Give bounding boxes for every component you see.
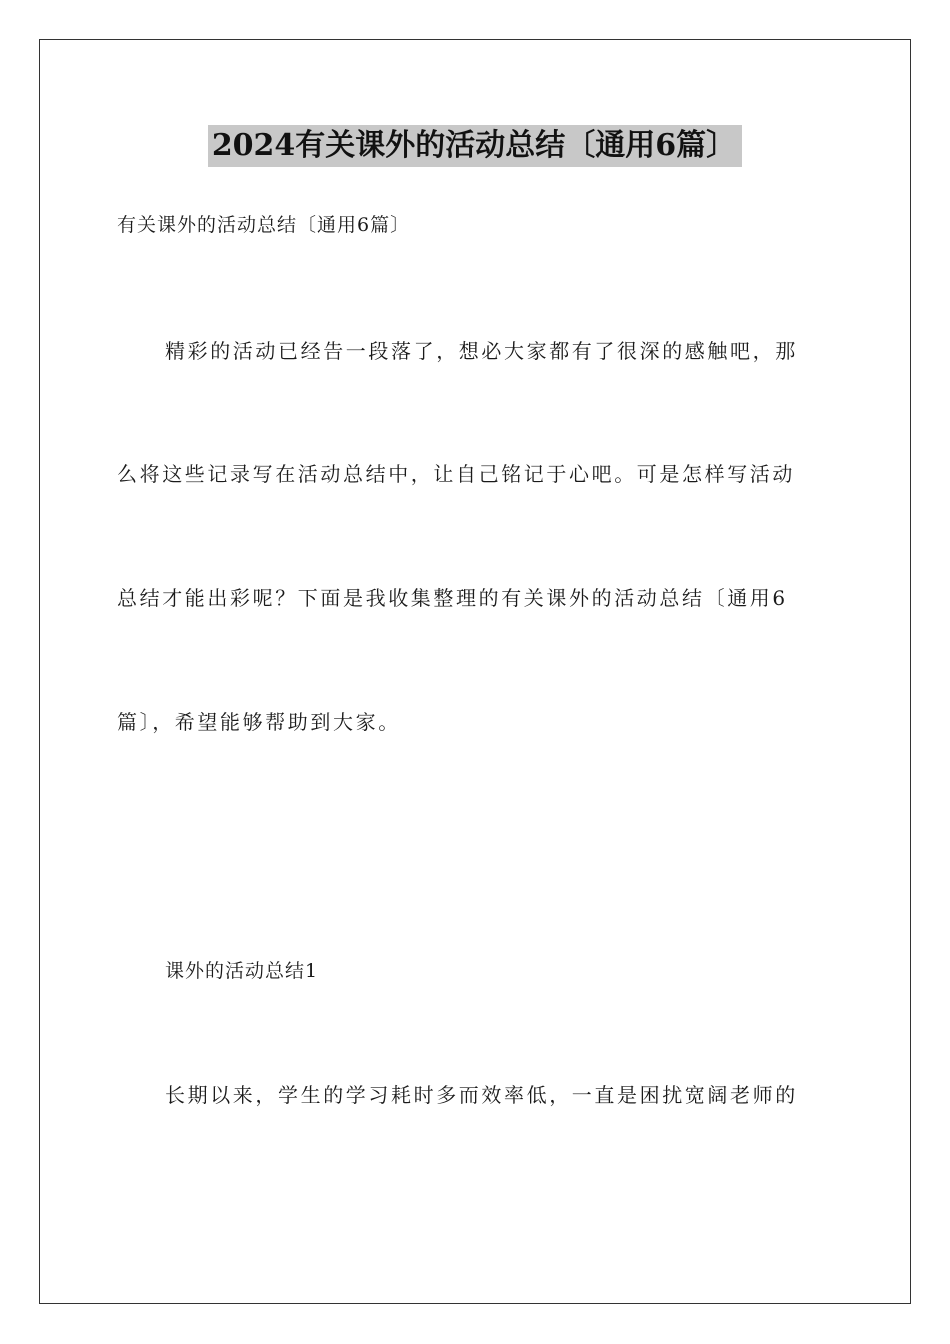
document-subtitle: 有关课外的活动总结〔通用6篇〕 [117,214,411,236]
intro-line-4: 篇〕，希望能够帮助到大家。 [117,710,401,734]
intro-line-3: 总结才能出彩呢？下面是我收集整理的有关课外的活动总结〔通用6 [117,586,788,610]
title-container [0,125,950,167]
section-line-1: 长期以来，学生的学习耗时多而效率低，一直是困扰宽阔老师的 [165,1083,798,1107]
intro-line-1: 精彩的活动已经告一段落了，想必大家都有了很深的感触吧，那 [165,339,798,363]
section-heading: 课外的活动总结1 [165,960,319,982]
intro-line-2: 么将这些记录写在活动总结中，让自己铭记于心吧。可是怎样写活动 [117,462,795,486]
document-title: 2024有关课外的活动总结〔通用6篇〕 [208,125,742,167]
